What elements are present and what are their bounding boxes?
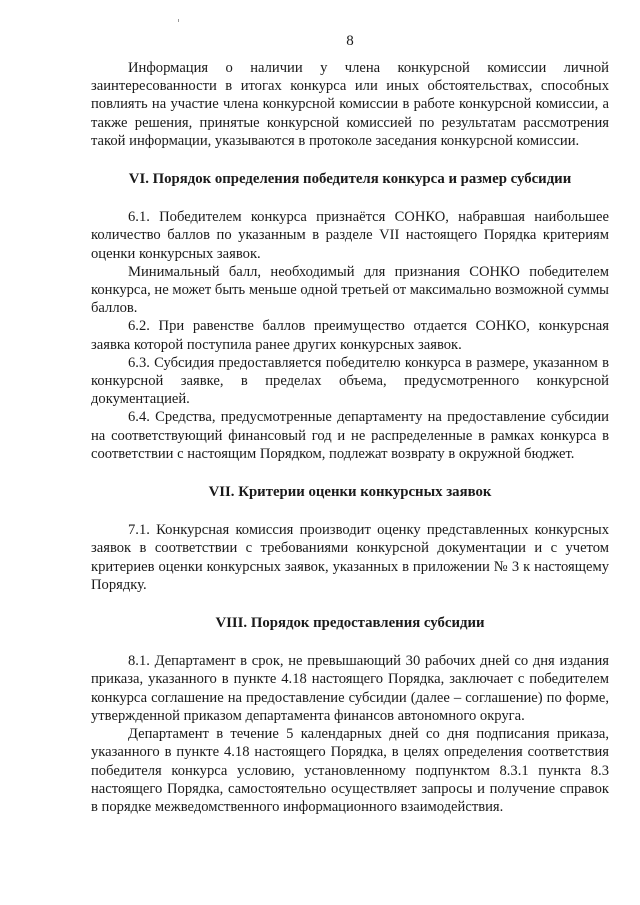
paragraph-6-3: 6.3. Субсидия предоставляется победителю конкурса в размере, указанном в конкурсной заявке, в пределах объема, предусмотренного конкурсной документацией. [91,354,609,408]
paragraph-7-1: 7.1. Конкурсная комиссия производит оценку представленных конкурсных заявок в соответствии с требованиями конкурсной документации и с учетом критериев оценки конкурсных заявок, указанных в приложении № 3 к настоящему Порядку. [91,522,609,593]
paragraph-8-1: 8.1. Департамент в срок, не превышающий 30 рабочих дней со дня издания приказа, указанного в пункте 4.18 настоящего Порядка, заключает с победителем конкурса соглашение на предоставление субсидии (далее – соглашение) по форме, утвержденной приказом департамента финансов автономного округа. [91,653,609,724]
scan-mark [178,19,179,22]
paragraph-8-1-continued: Департамент в течение 5 календарных дней со дня подписания приказа, указанного в пункте 4.18 настоящего Порядка, в целях определения соответствия победителя конкурса условию, установленному подпунктом 8.3.1 пункта 8.3 настоящего Порядка, самостоятельно осуществляет запросы и получение справок в порядке межведомственного информационного взаимодействия. [91,726,609,815]
paragraph-6-2: 6.2. При равенстве баллов преимущество отдается СОНКО, конкурсная заявка которой поступила ранее других конкурсных заявок. [91,318,609,353]
intro-paragraph: Информация о наличии у члена конкурсной комиссии личной заинтересованности в итогах конкурса или иных обстоятельствах, способных повлиять на участие члена конкурсной комиссии в работе конкурсной комиссии, а также решения, принятые конкурсной комиссией по результатам рассмотрения такой информации, указываются в протоколе заседания конкурсной комиссии. [91,60,609,149]
page-number: 8 [346,33,354,49]
document-body [91,59,609,816]
section-6-heading: VI. Порядок определения победителя конкурса и размер субсидии [128,171,572,188]
section-7-heading: VII. Критерии оценки конкурсных заявок [208,484,492,501]
paragraph-6-1: 6.1. Победителем конкурса признаётся СОНКО, набравшая наибольшее количество баллов по указанным в разделе VII настоящего Порядка критериям оценки конкурсных заявок. [91,209,609,262]
paragraph-6-4: 6.4. Средства, предусмотренные департаменту на предоставление субсидии на соответствующий финансовый год и не распределенные в рамках конкурса в соответствии с настоящим Порядком, подлежат возврату в окружной бюджет. [91,409,609,462]
section-8-heading: VIII. Порядок предоставления субсидии [215,615,485,632]
paragraph-min-score: Минимальный балл, необходимый для признания СОНКО победителем конкурса, не может быть меньше одной третьей от максимально возможной суммы баллов. [91,263,609,317]
